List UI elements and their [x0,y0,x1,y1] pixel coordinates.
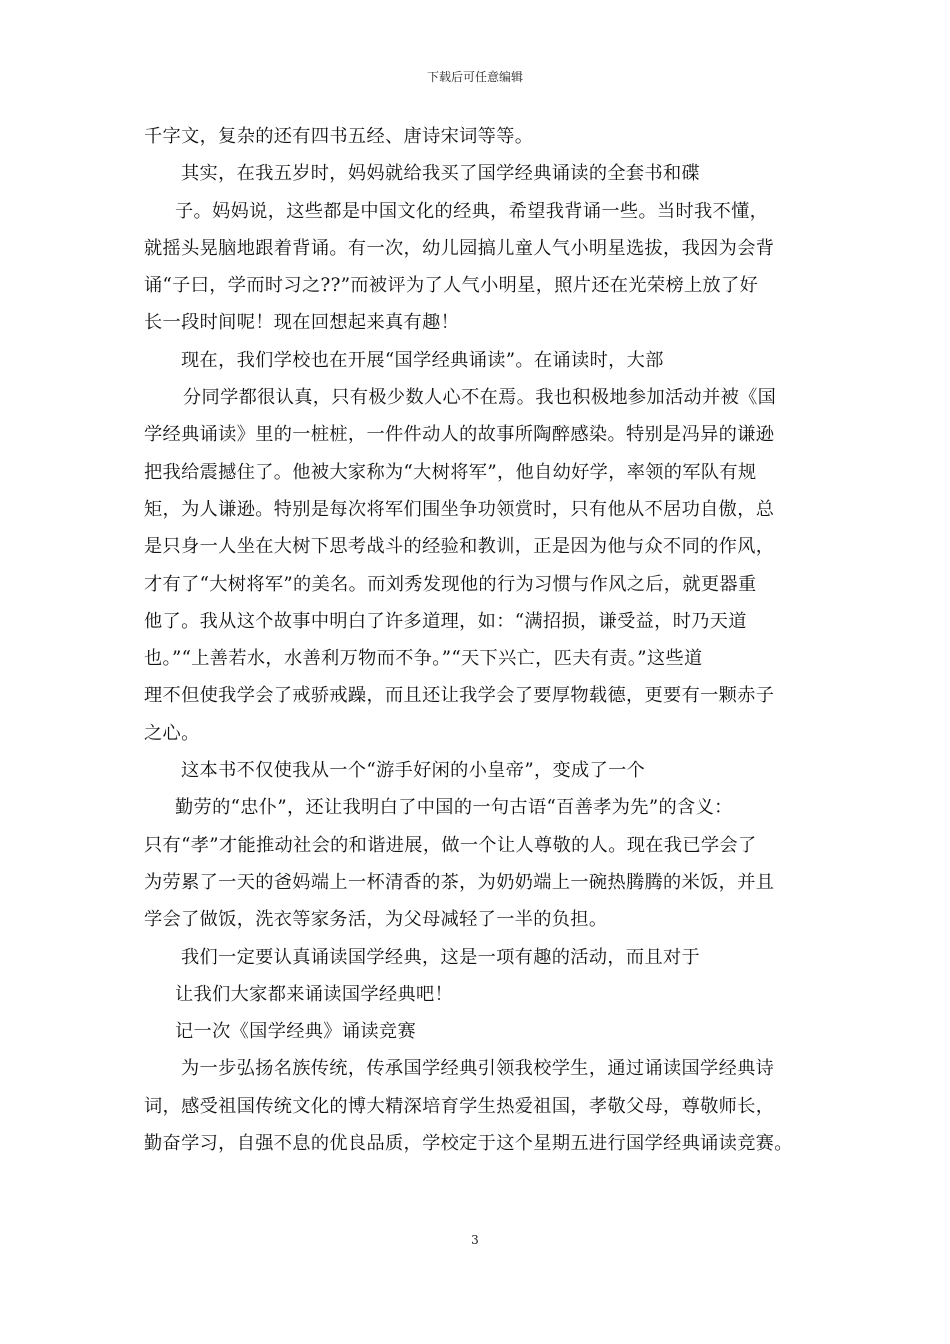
text-line: 理不但使我学会了戒骄戒躁，而且还让我学会了要厚物载德，更要有一颗赤子 [144,685,775,707]
section-title: 记一次《国学经典》诵读竞赛 [175,1021,416,1043]
page-header: 下载后可任意编辑 [426,70,523,84]
text-line: 分同学都很认真，只有极少数人心不在焉。我也积极地参加活动并被《国 [183,387,777,409]
text-line: 我们一定要认真诵读国学经典，这是一项有趣的活动，而且对于 [181,946,701,968]
page-number: 3 [471,1233,479,1247]
text-line: 让我们大家都来诵读国学经典吧！ [175,983,454,1005]
text-line: 子。妈妈说，这些都是中国文化的经典，希望我背诵一些。当时我不懂， [175,200,769,222]
text-line: 学会了做饭，洗衣等家务活，为父母减轻了一半的负担。 [144,909,608,931]
text-line: 千字文，复杂的还有四书五经、唐诗宋词等等。 [144,126,534,147]
text-line: 诵“子曰，学而时习之??”而被评为了人气小明星，照片还在光荣榜上放了好 [144,275,759,297]
text-line: 为一步弘扬名族传统，传承国学经典引领我校学生，通过诵读国学经典诗 [181,1058,775,1080]
text-line: 只有“孝”才能推动社会的和谐进展，做一个让人尊敬的人。现在我已学会了 [144,834,757,856]
text-line: 把我给震撼住了。他被大家称为“大树将军”，他自幼好学，率领的军队有规 [144,461,757,483]
text-line: 是只身一人坐在大树下思考战斗的经验和教训，正是因为他与众不同的作风， [144,536,775,558]
text-line: 矩，为人谦逊。特别是每次将军们围坐争功领赏时，只有他从不居功自傲，总 [144,498,775,520]
text-line: 学经典诵读》里的一桩桩，一件件动人的故事所陶醉感染。特别是冯异的谦逊 [144,424,775,446]
text-line: 勤奋学习，自强不息的优良品质，学校定于这个星期五进行国学经典诵读竞赛。 [144,1133,793,1155]
text-line: 才有了“大树将军”的美名。而刘秀发现他的行为习惯与作风之后，就更器重 [144,573,757,595]
text-line: 其实，在我五岁时，妈妈就给我买了国学经典诵读的全套书和碟 [181,163,701,185]
document-body [144,118,824,1162]
text-line: 之心。 [144,722,200,744]
text-line: 词，感受祖国传统文化的博大精深培育学生热爱祖国，孝敬父母，尊敬师长， [144,1095,775,1117]
text-line: 现在，我们学校也在开展“国学经典诵读”。在诵读时，大部 [181,349,664,371]
text-line: 长一段时间呢！现在回想起来真有趣！ [144,312,460,334]
text-line: 也。”“上善若水，水善利万物而不争。”“天下兴亡，匹夫有责。”这些道 [144,648,703,670]
text-line: 为劳累了一天的爸妈端上一杯清香的茶，为奶奶端上一碗热腾腾的米饭，并且 [144,871,775,893]
text-line: 他了。我从这个故事中明白了许多道理，如：“满招损，谦受益，时乃天道 [144,610,747,632]
text-line: 就摇头晃脑地跟着背诵。有一次，幼儿园搞儿童人气小明星选拔，我因为会背 [144,237,775,259]
text-line: 勤劳的“忠仆”，还让我明白了中国的一句古语“百善孝为先”的含义： [175,797,733,819]
text-line: 这本书不仅使我从一个“游手好闲的小皇帝”，变成了一个 [181,760,646,782]
